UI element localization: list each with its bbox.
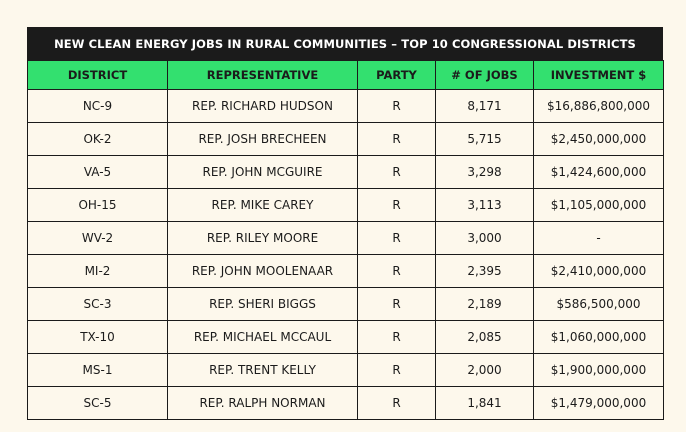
cell-investment: - (534, 222, 664, 255)
column-header-party: PARTY (358, 61, 436, 90)
cell-district: SC-3 (28, 288, 168, 321)
cell-district: MS-1 (28, 354, 168, 387)
cell-investment: $586,500,000 (534, 288, 664, 321)
cell-party: R (358, 321, 436, 354)
table-row (28, 90, 664, 123)
cell-party: R (358, 123, 436, 156)
cell-district: SC-5 (28, 387, 168, 420)
cell-representative: REP. RILEY MOORE (168, 222, 358, 255)
cell-district: OH-15 (28, 189, 168, 222)
cell-jobs: 3,298 (436, 156, 534, 189)
cell-party: R (358, 354, 436, 387)
cell-party: R (358, 90, 436, 123)
cell-party: R (358, 189, 436, 222)
cell-representative: REP. MICHAEL MCCAUL (168, 321, 358, 354)
jobs-table-container (27, 27, 663, 420)
cell-district: MI-2 (28, 255, 168, 288)
cell-jobs: 8,171 (436, 90, 534, 123)
cell-investment: $1,105,000,000 (534, 189, 664, 222)
table-title: NEW CLEAN ENERGY JOBS IN RURAL COMMUNITIES – TOP 10 CONGRESSIONAL DISTRICTS (27, 27, 663, 60)
column-header-row (28, 61, 664, 90)
cell-investment: $2,450,000,000 (534, 123, 664, 156)
table-row (28, 321, 664, 354)
cell-party: R (358, 156, 436, 189)
cell-jobs: 2,395 (436, 255, 534, 288)
cell-investment: $1,060,000,000 (534, 321, 664, 354)
table-row (28, 255, 664, 288)
cell-party: R (358, 288, 436, 321)
cell-jobs: 1,841 (436, 387, 534, 420)
cell-party: R (358, 387, 436, 420)
cell-district: WV-2 (28, 222, 168, 255)
cell-district: OK-2 (28, 123, 168, 156)
cell-investment: $1,479,000,000 (534, 387, 664, 420)
cell-jobs: 2,000 (436, 354, 534, 387)
table-row (28, 189, 664, 222)
column-header-representative: REPRESENTATIVE (168, 61, 358, 90)
table-row (28, 288, 664, 321)
table-row (28, 222, 664, 255)
column-header-investment: INVESTMENT $ (534, 61, 664, 90)
cell-jobs: 5,715 (436, 123, 534, 156)
cell-investment: $1,900,000,000 (534, 354, 664, 387)
cell-investment: $2,410,000,000 (534, 255, 664, 288)
column-header-district: DISTRICT (28, 61, 168, 90)
cell-representative: REP. MIKE CAREY (168, 189, 358, 222)
cell-representative: REP. TRENT KELLY (168, 354, 358, 387)
cell-investment: $1,424,600,000 (534, 156, 664, 189)
cell-party: R (358, 255, 436, 288)
cell-investment: $16,886,800,000 (534, 90, 664, 123)
cell-jobs: 2,085 (436, 321, 534, 354)
cell-representative: REP. RICHARD HUDSON (168, 90, 358, 123)
jobs-table (27, 60, 664, 420)
cell-representative: REP. JOHN MOOLENAAR (168, 255, 358, 288)
cell-jobs: 3,000 (436, 222, 534, 255)
column-header-jobs: # OF JOBS (436, 61, 534, 90)
cell-district: TX-10 (28, 321, 168, 354)
cell-representative: REP. RALPH NORMAN (168, 387, 358, 420)
cell-district: VA-5 (28, 156, 168, 189)
table-row (28, 354, 664, 387)
cell-party: R (358, 222, 436, 255)
cell-representative: REP. JOSH BRECHEEN (168, 123, 358, 156)
cell-district: NC-9 (28, 90, 168, 123)
cell-jobs: 2,189 (436, 288, 534, 321)
table-row (28, 156, 664, 189)
table-row (28, 123, 664, 156)
table-row (28, 387, 664, 420)
cell-representative: REP. SHERI BIGGS (168, 288, 358, 321)
cell-jobs: 3,113 (436, 189, 534, 222)
cell-representative: REP. JOHN MCGUIRE (168, 156, 358, 189)
